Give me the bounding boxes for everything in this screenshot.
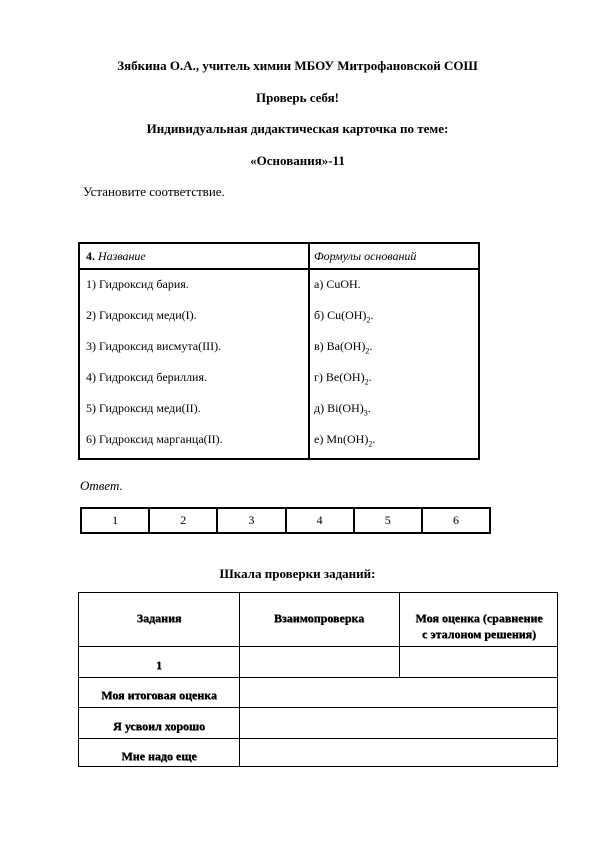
peer-check-header: Взаимопроверка bbox=[273, 611, 365, 625]
scale-title: Шкала проверки заданий: bbox=[219, 566, 376, 581]
name-item: 4) Гидроксид бериллия. bbox=[86, 370, 208, 384]
formula-column-header: Формулы оснований bbox=[314, 249, 417, 263]
formula-item: г) $Be(OH)_2$. bbox=[314, 370, 372, 387]
name-item: 2) Гидроксид меди(I). bbox=[86, 308, 197, 322]
answer-cell[interactable]: 1 bbox=[82, 509, 150, 532]
name-item: 1) Гидроксид бария. bbox=[86, 277, 189, 291]
answer-grid bbox=[80, 507, 491, 534]
formula-item: а) CuOH. bbox=[314, 277, 361, 291]
answer-cell[interactable]: 6 bbox=[452, 513, 459, 527]
name-item: 6) Гидроксид марганца(II). bbox=[86, 432, 223, 446]
topic-title: «Основания»-11 bbox=[250, 153, 345, 168]
learned-well-label: Я усвоил хорошо bbox=[112, 719, 205, 733]
formula-item: д) $Bi(OH)_3$. bbox=[314, 401, 371, 418]
answer-label: Ответ. bbox=[80, 478, 123, 493]
answer-cell[interactable]: 4 bbox=[287, 509, 355, 532]
name-column-header: 4. Название bbox=[86, 249, 146, 263]
self-grade-header: Моя оценка (сравнение с эталоном решения) bbox=[415, 611, 543, 641]
answer-cell[interactable]: 3 bbox=[218, 509, 286, 532]
scale-table bbox=[78, 592, 558, 767]
match-table bbox=[78, 242, 480, 460]
name-item: 3) Гидроксид висмута(III). bbox=[86, 339, 222, 353]
formula-item: б) $Cu(OH)_2$. bbox=[314, 308, 374, 325]
name-item: 5) Гидроксид меди(II). bbox=[86, 401, 201, 415]
subtitle: Проверь себя! bbox=[256, 90, 339, 105]
need-more-label: Мне надо еще bbox=[121, 749, 197, 763]
answer-cell[interactable]: 5 bbox=[355, 509, 423, 532]
formula-item: в) $Ba(OH)_2$. bbox=[314, 339, 373, 356]
instruction: Установите соответствие. bbox=[83, 184, 225, 199]
final-grade-label: Моя итоговая оценка bbox=[101, 688, 217, 702]
author-line: Зябкина О.А., учитель химии МБОУ Митрофановской СОШ bbox=[117, 58, 478, 73]
formula-item: е) $Mn(OH)_2$. bbox=[314, 432, 376, 449]
tasks-header: Задания bbox=[136, 611, 182, 625]
task-number: 1 bbox=[156, 658, 162, 672]
answer-cell[interactable]: 2 bbox=[150, 509, 218, 532]
card-title: Индивидуальная дидактическая карточка по теме: bbox=[146, 121, 449, 136]
